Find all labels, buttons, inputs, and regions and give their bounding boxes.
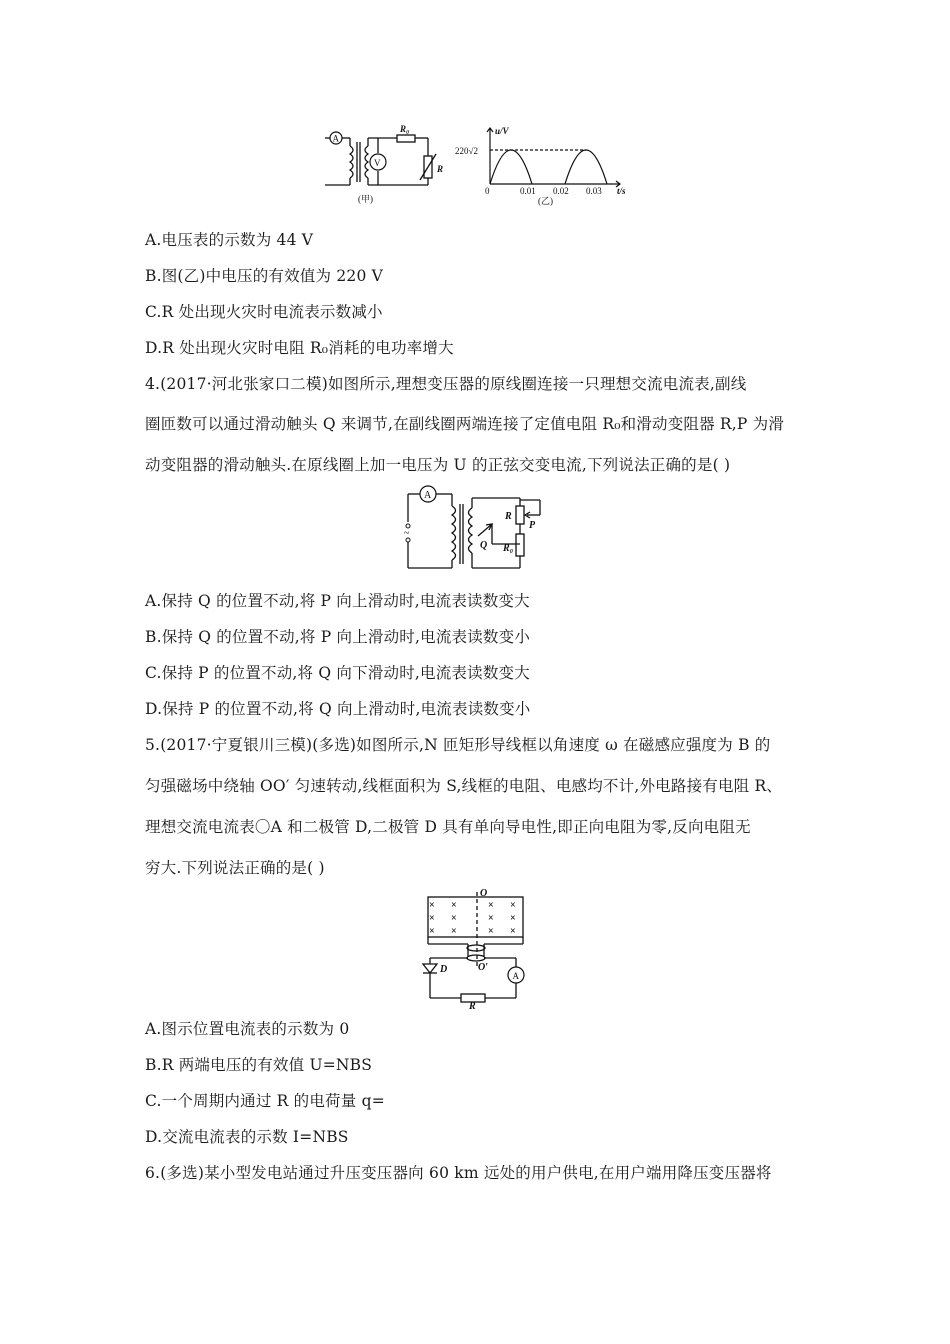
fig3-tick-3: 0.03 [586,186,602,196]
q4-option-d: D.保持 P 的位置不动,将 Q 向上滑动时,电流表读数变小 [145,700,531,718]
fig3-label-r0: R₀ [400,124,410,134]
q5-option-a: A.图示位置电流表的示数为 0 [145,1020,350,1038]
fig5-label-o-prime: O′ [478,962,489,973]
fig3-y-axis: u/V [495,126,509,136]
field-cross: × [429,913,435,924]
q5-stem-line-3: 理想交流电流表〇A 和二极管 D,二极管 D 具有单向导电性,即正向电阻为零,反向电阻无 [145,818,751,836]
fig3-x-axis: t/s [617,186,626,196]
fig4-label-p: P [529,520,536,531]
fig3-caption-right: (乙) [538,196,553,206]
field-cross: × [488,926,494,937]
fig4-label-source: ~ [404,528,410,539]
q3-option-b: B.图(乙)中电压的有效值为 220 V [145,267,384,285]
q3-option-a: A.电压表的示数为 44 V [145,231,314,249]
q3-option-d: D.R 处出现火灾时电阻 R₀消耗的电功率增大 [145,339,454,357]
q4-option-a: A.保持 Q 的位置不动,将 P 向上滑动时,电流表读数变大 [145,592,530,610]
q5-figure [418,886,536,1010]
field-cross: × [488,900,494,911]
q3-option-c: C.R 处出现火灾时电流表示数减小 [145,303,383,321]
field-cross: × [510,900,516,911]
q6-stem-line-1: 6.(多选)某小型发电站通过升压变压器向 60 km 远处的用户供电,在用户端用降压变压器将 [145,1164,772,1182]
q4-stem-line-3: 动变阻器的滑动触头.在原线圈上加一电压为 U 的正弦交变电流,下列说法正确的是( ) [145,456,731,474]
fig3-peak: 220√2 [455,146,478,156]
fig4-label-q: Q [480,540,488,551]
field-cross: × [429,900,435,911]
fig4-label-r0: R₀ [503,543,514,554]
field-cross: × [510,926,516,937]
q5-stem-line-4: 穷大.下列说法正确的是( ) [145,859,325,877]
field-cross: × [429,926,435,937]
field-cross: × [451,913,457,924]
fig3-tick-1: 0.01 [520,186,536,196]
field-cross: × [488,913,494,924]
field-cross: × [510,913,516,924]
q5-stem-line-2: 匀强磁场中绕轴 OO′ 匀速转动,线框面积为 S,线框的电阻、电感均不计,外电路接有电阻 R、 [145,777,783,795]
fig3-label-a: A [332,133,339,144]
q4-option-b: B.保持 Q 的位置不动,将 P 向上滑动时,电流表读数变小 [145,628,531,646]
field-cross: × [451,900,457,911]
fig3-caption-left: (甲) [358,194,373,204]
fig5-label-d: D [440,964,448,975]
q4-figure [400,484,560,576]
fig3-label-r: R [437,164,444,174]
q5-stem-line-1: 5.(2017·宁夏银川三模)(多选)如图所示,N 匝矩形导线框以角速度 ω 在磁感应强度为 B 的 [145,736,771,754]
q4-option-c: C.保持 P 的位置不动,将 Q 向下滑动时,电流表读数变大 [145,664,530,682]
fig4-label-a: A [424,490,432,501]
fig3-label-v: V [374,158,381,168]
q4-stem-line-1: 4.(2017·河北张家口二模)如图所示,理想变压器的原线圈连接一只理想交流电流表,副线 [145,375,747,393]
fig3-origin: 0 [485,186,490,196]
q5-option-b: B.R 两端电压的有效值 U=NBS [145,1056,373,1074]
fig3-tick-2: 0.02 [553,186,569,196]
q5-option-c: C.一个周期内通过 R 的电荷量 q= [145,1092,385,1110]
fig5-label-a: A [512,971,519,981]
field-cross: × [451,926,457,937]
fig4-label-r: R [505,511,512,522]
fig5-label-o: O [480,888,488,899]
q5-option-d: D.交流电流表的示数 I=NBS [145,1128,349,1146]
q3-figure [320,122,640,207]
q4-stem-line-2: 圈匝数可以通过滑动触头 Q 来调节,在副线圈两端连接了定值电阻 R₀和滑动变阻器 R,P 为滑 [145,415,785,433]
fig5-label-r: R [469,1001,476,1010]
